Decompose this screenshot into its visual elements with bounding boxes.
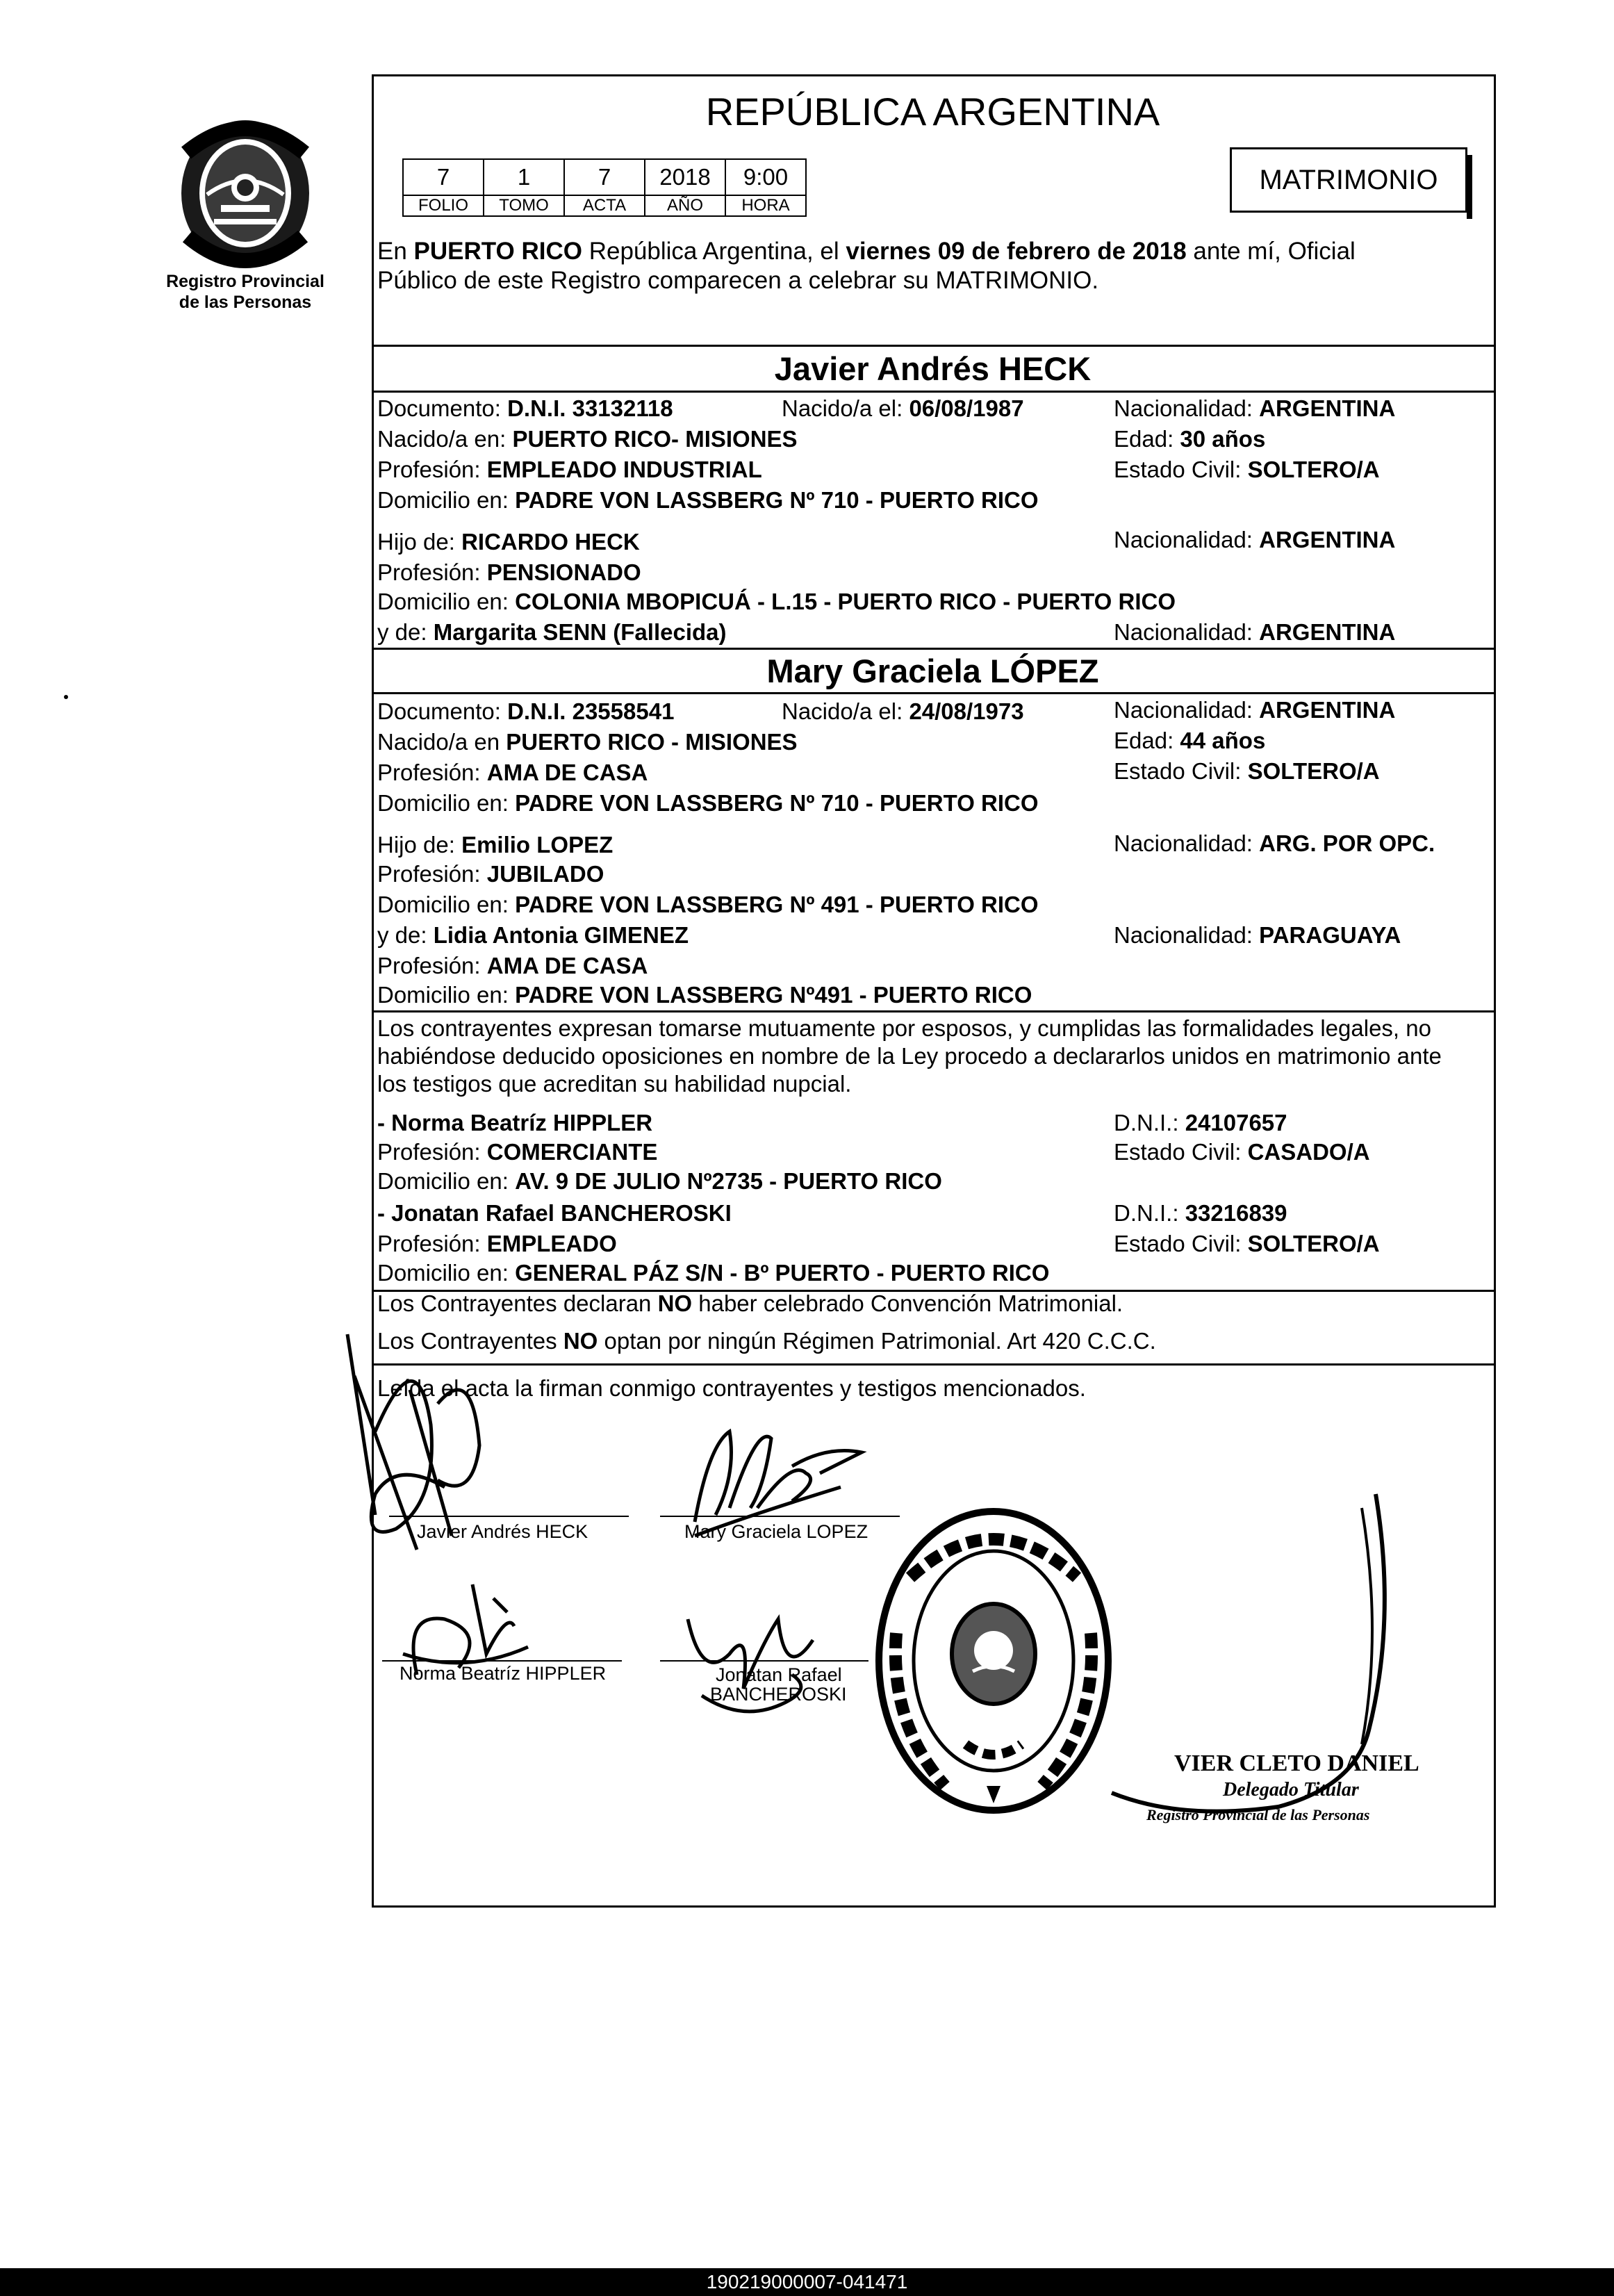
act-type-box bbox=[1230, 147, 1467, 213]
regime-convention: Los Contrayentes declaran NO haber celebrado Convención Matrimonial. bbox=[377, 1290, 1123, 1316]
signature-spouse1-scribble bbox=[333, 1320, 542, 1598]
official-name-stamp: VIER CLETO DANIEL bbox=[1174, 1750, 1419, 1776]
rule bbox=[372, 692, 1494, 694]
spouse2-profession: Profesión: AMA DE CASA bbox=[377, 760, 648, 785]
anio-value: 2018 bbox=[645, 159, 725, 195]
spouse2-mother-nationality: Nacionalidad: PARAGUAYA bbox=[1114, 922, 1401, 948]
spouse1-mother-nationality: Nacionalidad: ARGENTINA bbox=[1114, 619, 1396, 645]
spouse2-birthplace: Nacido/a en PUERTO RICO - MISIONES bbox=[377, 729, 798, 755]
signature-spouse2-scribble bbox=[667, 1404, 889, 1543]
record-id-table bbox=[402, 158, 807, 217]
spouse1-civil-status: Estado Civil: SOLTERO/A bbox=[1114, 457, 1380, 482]
acta-label: ACTA bbox=[564, 195, 645, 216]
signature-caption-spouse1: Javier Andrés HECK bbox=[417, 1521, 588, 1542]
spouse2-father: Hijo de: Emilio LOPEZ bbox=[377, 832, 614, 858]
document-code: 190219000007-041471 bbox=[706, 2271, 908, 2293]
spouse2-father-profession: Profesión: JUBILADO bbox=[377, 861, 604, 887]
folio-label: FOLIO bbox=[403, 195, 484, 216]
declaration-line1: Los contrayentes expresan tomarse mutuamente por esposos, y cumplidas las formalidades legales, no bbox=[377, 1015, 1431, 1041]
spouse2-mother: y de: Lidia Antonia GIMENEZ bbox=[377, 922, 689, 948]
witness2-address: Domicilio en: GENERAL PÁZ S/N - Bº PUERTO - PUERTO RICO bbox=[377, 1260, 1050, 1286]
spouse1-profession: Profesión: EMPLEADO INDUSTRIAL bbox=[377, 457, 762, 482]
witness2-dni: D.N.I.: 33216839 bbox=[1114, 1200, 1287, 1226]
spouse1-age: Edad: 30 años bbox=[1114, 426, 1266, 452]
document-code-bar bbox=[0, 2268, 1614, 2296]
spouse1-document: Documento: D.N.I. 33132118 bbox=[377, 395, 673, 421]
spouse1-birthdate: Nacido/a el: 06/08/1987 bbox=[782, 395, 1024, 421]
spouse2-birthdate: Nacido/a el: 24/08/1973 bbox=[782, 698, 1024, 724]
spouse1-father-nationality: Nacionalidad: ARGENTINA bbox=[1114, 527, 1396, 552]
witness1-name: - Norma Beatríz HIPPLER bbox=[377, 1110, 653, 1135]
spouse2-father-nationality: Nacionalidad: ARG. POR OPC. bbox=[1114, 830, 1435, 856]
hora-value: 9:00 bbox=[725, 159, 806, 195]
spouse1-birthplace: Nacido/a en: PUERTO RICO- MISIONES bbox=[377, 426, 798, 452]
official-title-stamp: Delegado Titular bbox=[1223, 1779, 1359, 1801]
tomo-label: TOMO bbox=[484, 195, 564, 216]
declaration-line3: los testigos que acreditan su habilidad nupcial. bbox=[377, 1071, 852, 1097]
acta-value: 7 bbox=[564, 159, 645, 195]
spouse2-mother-profession: Profesión: AMA DE CASA bbox=[377, 953, 648, 978]
witness1-address: Domicilio en: AV. 9 DE JULIO Nº2735 - PUERTO RICO bbox=[377, 1168, 942, 1194]
spouse2-address: Domicilio en: PADRE VON LASSBERG Nº 710 - PUERTO RICO bbox=[377, 790, 1039, 816]
rule bbox=[372, 391, 1494, 393]
registry-seal-logo bbox=[158, 111, 332, 278]
declaration-line2: habiéndose deducido oposiciones en nombre de la Ley procedo a declararlos unidos en matrimonio ante bbox=[377, 1043, 1442, 1069]
intro-line1: En PUERTO RICO República Argentina, el viernes 09 de febrero de 2018 ante mí, Oficial bbox=[377, 238, 1356, 265]
intro-line2: Público de este Registro comparecen a celebrar su MATRIMONIO. bbox=[377, 267, 1099, 294]
rule bbox=[372, 345, 1494, 347]
spouse1-nationality: Nacionalidad: ARGENTINA bbox=[1114, 395, 1396, 421]
signature-caption-spouse2: Mary Graciela LOPEZ bbox=[684, 1521, 868, 1542]
spouse2-father-address: Domicilio en: PADRE VON LASSBERG Nº 491 - PUERTO RICO bbox=[377, 892, 1039, 917]
rule bbox=[372, 648, 1494, 650]
signature-witness1-scribble bbox=[389, 1571, 556, 1689]
spouse1-father: Hijo de: RICARDO HECK bbox=[377, 529, 640, 555]
spouse1-name: Javier Andrés HECK bbox=[774, 350, 1092, 387]
official-office-stamp: Registro Provincial de las Personas bbox=[1146, 1806, 1370, 1823]
signature-caption-witness2-line1: Jonatan Rafael bbox=[716, 1664, 842, 1685]
hora-label: HORA bbox=[725, 195, 806, 216]
signature-witness2-scribble bbox=[674, 1598, 855, 1723]
spouse2-nationality: Nacionalidad: ARGENTINA bbox=[1114, 697, 1396, 723]
spouse2-age: Edad: 44 años bbox=[1114, 728, 1266, 753]
spouse1-father-profession: Profesión: PENSIONADO bbox=[377, 559, 641, 585]
witness2-civil-status: Estado Civil: SOLTERO/A bbox=[1114, 1231, 1380, 1256]
folio-value: 7 bbox=[403, 159, 484, 195]
witness2-profession: Profesión: EMPLEADO bbox=[377, 1231, 617, 1256]
witness2-name: - Jonatan Rafael BANCHEROSKI bbox=[377, 1200, 732, 1226]
spouse2-civil-status: Estado Civil: SOLTERO/A bbox=[1114, 758, 1380, 784]
registry-caption-line2: de las Personas bbox=[179, 293, 312, 312]
spouse1-mother: y de: Margarita SENN (Fallecida) bbox=[377, 619, 727, 645]
spouse2-mother-address: Domicilio en: PADRE VON LASSBERG Nº491 - PUERTO RICO bbox=[377, 982, 1032, 1008]
anio-label: AÑO bbox=[645, 195, 725, 216]
spouse2-document: Documento: D.N.I. 23558541 bbox=[377, 698, 675, 724]
scan-speck bbox=[64, 695, 68, 699]
regime-patrimonial: Los Contrayentes NO optan por ningún Régimen Patrimonial. Art 420 C.C.C. bbox=[377, 1328, 1156, 1354]
rule bbox=[372, 1010, 1494, 1012]
closing-statement: Leída el acta la firman conmigo contrayentes y testigos mencionados. bbox=[377, 1375, 1086, 1401]
spouse1-address: Domicilio en: PADRE VON LASSBERG Nº 710 - PUERTO RICO bbox=[377, 487, 1039, 513]
witness1-civil-status: Estado Civil: CASADO/A bbox=[1114, 1139, 1370, 1165]
signature-caption-witness2-line2: BANCHEROSKI bbox=[710, 1684, 847, 1705]
act-type-label: MATRIMONIO bbox=[1259, 164, 1438, 195]
country-title: REPÚBLICA ARGENTINA bbox=[705, 90, 1160, 133]
tomo-value: 1 bbox=[484, 159, 564, 195]
spouse1-father-address: Domicilio en: COLONIA MBOPICUÁ - L.15 - PUERTO RICO - PUERTO RICO bbox=[377, 589, 1176, 614]
signature-caption-witness1: Norma Beatríz HIPPLER bbox=[400, 1663, 607, 1684]
witness1-profession: Profesión: COMERCIANTE bbox=[377, 1139, 658, 1165]
spouse2-name: Mary Graciela LÓPEZ bbox=[766, 653, 1099, 689]
registry-caption-line1: Registro Provincial bbox=[166, 272, 324, 291]
witness1-dni: D.N.I.: 24107657 bbox=[1114, 1110, 1287, 1135]
